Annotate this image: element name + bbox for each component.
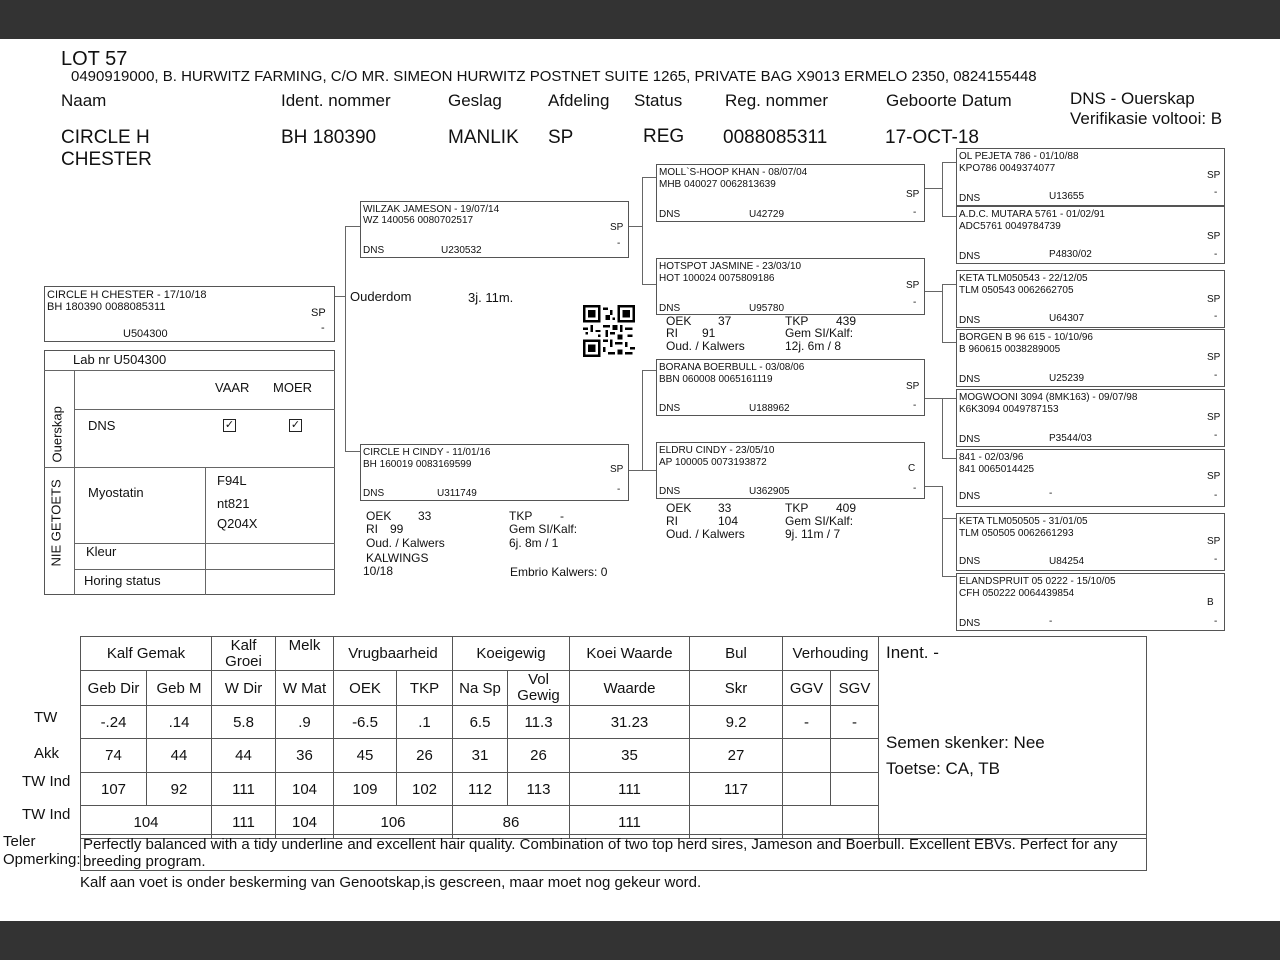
ggp-code: P3544/03 (1049, 433, 1092, 444)
ebv-index-cell: 86 (453, 806, 570, 839)
gp-dash: - (913, 297, 917, 308)
ebv-cell: 44 (147, 739, 212, 773)
ggp-dns: DNS (959, 491, 981, 502)
dam-id: BH 160019 0083169599 (363, 459, 472, 470)
gp2-tkp-label: TKP (785, 314, 809, 328)
ggp-id: K6K3094 0049787153 (959, 404, 1059, 415)
connector (942, 162, 943, 216)
ggp-title: ELANDSPRUIT 05 0222 - 15/10/05 (959, 576, 1116, 587)
ebv-cell: 9.2 (690, 706, 783, 739)
gp-id: MHB 040027 0062813639 (659, 179, 776, 190)
ggp-dash: - (1214, 430, 1218, 441)
ebv-index-cell: 106 (334, 806, 453, 839)
gp4-ri-label: RI (666, 514, 678, 528)
connector (642, 370, 643, 470)
sub-header: GGV (783, 671, 831, 706)
ggp-sp: SP (1207, 536, 1221, 547)
lab-dns: DNS (88, 418, 116, 433)
dam-sp: SP (610, 464, 624, 475)
connector (345, 451, 360, 452)
sire-id: WZ 140056 0080702517 (363, 215, 474, 226)
ggp-dash: - (1214, 616, 1218, 627)
header-dns: DNS - Ouerskap (1070, 89, 1195, 108)
ggp-code: U84254 (1049, 556, 1085, 567)
group-kalf-groei-line2: Groei (225, 652, 262, 670)
lab-title: Lab nr U504300 (73, 352, 167, 367)
gp-sp: SP (906, 189, 920, 200)
dam-title: CIRCLE H CINDY - 11/01/16 (363, 447, 491, 458)
dam-box (360, 444, 629, 501)
gp-id: BBN 060008 0065161119 (659, 374, 773, 385)
connector (345, 226, 360, 227)
ebv-cell: 31.23 (570, 706, 690, 739)
ggp-title: OL PEJETA 786 - 01/10/88 (959, 151, 1079, 162)
dam-kalwings-label: KALWINGS (366, 551, 429, 565)
lab-vaar: VAAR (215, 380, 250, 395)
group-kalf-gemak: Kalf Gemak (81, 637, 212, 671)
header-geslag: Geslag (448, 91, 502, 110)
gp-box-4 (656, 442, 925, 499)
sire-dash: - (617, 238, 621, 249)
gp-code: U95780 (749, 303, 785, 314)
opmerking-line-2: breeding program. (83, 853, 206, 870)
connector (942, 398, 956, 399)
footer-note: Kalf aan voet is onder beskerming van Genootskap,is gescreen, maar moet nog gekeur word. (80, 874, 702, 891)
ggp-title: KETA TLM050505 - 31/01/05 (959, 516, 1088, 527)
ggp-dns: DNS (959, 556, 981, 567)
ggp-title: A.D.C. MUTARA 5761 - 01/02/91 (959, 209, 1105, 220)
sub-header: Geb M (147, 671, 212, 706)
ggp-title: BORGEN B 96 615 - 10/10/96 (959, 332, 1093, 343)
ggp-code: - (1049, 488, 1053, 499)
ebv-index-cell: 104 (276, 806, 334, 839)
nie-getoets-vertical-label: NIE GETOETS (48, 479, 64, 567)
ggp-code: U13655 (1049, 191, 1085, 202)
ebv-index-cell: 111 (212, 806, 276, 839)
animal-name-2: CHESTER (61, 149, 152, 170)
gp-dns: DNS (659, 403, 681, 414)
opmerking-line-1: Perfectly balanced with a tidy underline and excellent hair quality. Combination of two top herd sires, Jameson and Boerbull. Excellent EBVs. Perfect for any (83, 836, 1118, 853)
teler-label: Teler (3, 833, 36, 850)
connector (335, 296, 345, 297)
ebv-cell: 11.3 (508, 706, 570, 739)
connector (942, 216, 956, 217)
ebv-cell: 27 (690, 739, 783, 773)
sub-header: Waarde (570, 671, 690, 706)
ggp-code: - (1049, 616, 1053, 627)
ggp-dns: DNS (959, 193, 981, 204)
group-koeigewig: Koeigewig (453, 637, 570, 671)
ggp-dash: - (1214, 187, 1218, 198)
sire-sp: SP (610, 222, 624, 233)
divider (74, 569, 335, 570)
ebv-notes (879, 637, 1147, 839)
animal-status: REG (643, 126, 685, 147)
dam-ri-label: RI (366, 522, 378, 536)
divider (205, 467, 206, 595)
gp-code: U42729 (749, 209, 785, 220)
gp2-gem-value: 12j. 6m / 8 (785, 339, 842, 353)
animal-geslag: MANLIK (448, 127, 519, 148)
self-code: U504300 (123, 328, 168, 340)
dam-oud-label: Oud. / Kalwers (366, 536, 445, 550)
ouderdom-label: Ouderdom (350, 289, 412, 304)
connector (642, 284, 656, 285)
ggp-title: 841 - 02/03/96 (959, 452, 1024, 463)
header-naam: Naam (61, 91, 107, 110)
connector (629, 470, 642, 471)
dam-ri-value: 99 (390, 522, 404, 536)
gp-dns: DNS (659, 303, 681, 314)
ebv-cell: 74 (81, 739, 147, 773)
gp-dns: DNS (659, 486, 681, 497)
ggp-code: P4830/02 (1049, 249, 1092, 260)
gp4-tkp-value: 409 (836, 501, 857, 515)
dam-oek-value: 33 (418, 509, 432, 523)
gp4-oud-label: Oud. / Kalwers (666, 527, 745, 541)
semen-text: Semen skenker: Nee (886, 733, 1045, 752)
ebv-cell: .1 (397, 706, 453, 739)
row-label-tw-ind: TW Ind (22, 773, 71, 790)
ggp-id: ADC5761 0049784739 (959, 221, 1061, 232)
ggp-box-8 (956, 573, 1225, 631)
self-title: CIRCLE H CHESTER - 17/10/18 (47, 289, 207, 301)
gp-box-1 (656, 164, 925, 222)
inent-text: Inent. - (886, 643, 939, 662)
sub-header: SGV (831, 671, 879, 706)
toetse-text: Toetse: CA, TB (886, 759, 1001, 778)
gp-title: MOLL`S-HOOP KHAN - 08/07/04 (659, 167, 808, 178)
ebv-cell (783, 739, 831, 773)
connector (942, 162, 956, 163)
ggp-id: TLM 050543 0062662705 (959, 285, 1074, 296)
ebv-index-cell: 111 (570, 806, 690, 839)
lot-number: LOT 57 (61, 48, 128, 70)
ggp-box-4 (956, 329, 1225, 387)
gp4-gem-value: 9j. 11m / 7 (785, 527, 841, 541)
qr-code-icon (583, 305, 635, 357)
ebv-cell: 112 (453, 773, 508, 806)
gp2-oud-label: Oud. / Kalwers (666, 339, 745, 353)
sub-header: TKP (397, 671, 453, 706)
ebv-cell (831, 773, 879, 806)
connector (925, 398, 942, 399)
gp4-oek-value: 33 (718, 501, 732, 515)
gp-id: HOT 100024 0075809186 (659, 273, 775, 284)
ggp-sp: SP (1207, 231, 1221, 242)
header-status: Status (634, 91, 683, 110)
divider (44, 370, 335, 371)
ebv-cell: 104 (276, 773, 334, 806)
ebv-cell: 45 (334, 739, 397, 773)
ebv-cell: 113 (508, 773, 570, 806)
lab-myostatin: Myostatin (88, 485, 144, 500)
animal-ident: BH 180390 (281, 127, 377, 148)
ggp-sp: SP (1207, 471, 1221, 482)
ggp-sp: SP (1207, 294, 1221, 305)
ebv-cell: 26 (508, 739, 570, 773)
lab-q204x: Q204X (217, 516, 258, 531)
connector (642, 177, 656, 178)
ebv-cell: .9 (276, 706, 334, 739)
ggp-id: KPO786 0049374077 (959, 163, 1056, 174)
gp2-oek-label: OEK (666, 314, 692, 328)
ggp-id: TLM 050505 0062661293 (959, 528, 1074, 539)
bottom-bar (0, 921, 1280, 960)
ggp-box-1 (956, 148, 1225, 206)
gp2-oek-value: 37 (718, 314, 732, 328)
self-pedigree-box (44, 286, 335, 342)
group-koei-waarde: Koei Waarde (570, 637, 690, 671)
gp-title: ELDRU CINDY - 23/05/10 (659, 445, 775, 456)
ggp-id: B 960615 0038289005 (959, 344, 1061, 355)
connector (925, 486, 942, 487)
connector (942, 486, 943, 576)
dam-code: U311749 (437, 488, 477, 499)
gp-sp: C (908, 463, 916, 474)
ebv-cell: 117 (690, 773, 783, 806)
connector (925, 188, 942, 189)
ebv-cell: 44 (212, 739, 276, 773)
header-afdeling: Afdeling (548, 91, 610, 110)
ggp-dns: DNS (959, 315, 981, 326)
ggp-title: KETA TLM050543 - 22/12/05 (959, 273, 1088, 284)
sub-header: W Dir (212, 671, 276, 706)
ouderdom-value: 3j. 11m. (468, 290, 514, 305)
ebv-cell: 36 (276, 739, 334, 773)
ebv-cell: 35 (570, 739, 690, 773)
dam-kalwings-value: 10/18 (363, 564, 394, 578)
top-bar (0, 0, 1280, 39)
ebv-cell: 102 (397, 773, 453, 806)
lab-horing: Horing status (84, 573, 161, 588)
ggp-id: CFH 050222 0064439854 (959, 588, 1075, 599)
gp-dash: - (913, 207, 917, 218)
gp-box-3 (656, 359, 925, 416)
sub-header-vol-gewig (508, 671, 570, 706)
ebv-cell: -.24 (81, 706, 147, 739)
ggp-sp: SP (1207, 170, 1221, 181)
sire-title: WILZAK JAMESON - 19/07/14 (363, 204, 500, 215)
sub-header-vol-line1: Vol (528, 671, 549, 688)
divider (74, 370, 75, 595)
dam-tkp-label: TKP (509, 509, 533, 523)
ebv-cell: .14 (147, 706, 212, 739)
ggp-sp: SP (1207, 412, 1221, 423)
sub-header: Geb Dir (81, 671, 147, 706)
ebv-cell (831, 739, 879, 773)
gp4-oek-label: OEK (666, 501, 692, 515)
sire-code: U230532 (441, 245, 482, 256)
opmerking-label: Opmerking: (3, 851, 81, 868)
sub-header: OEK (334, 671, 397, 706)
dam-dns: DNS (363, 488, 385, 499)
animal-reg: 0088085311 (723, 127, 828, 148)
ggp-dash: - (1214, 311, 1218, 322)
ggp-title: MOGWOONI 3094 (8MK163) - 09/07/98 (959, 392, 1138, 403)
ebv-cell (783, 773, 831, 806)
ggp-sp: B (1207, 597, 1214, 608)
gp-code: U188962 (749, 403, 790, 414)
gp-dash: - (913, 483, 917, 494)
ebv-cell: - (831, 706, 879, 739)
lab-f94l: F94L (217, 473, 247, 488)
connector (642, 370, 656, 371)
dam-embrio: Embrio Kalwers: 0 (510, 565, 608, 579)
connector (942, 284, 956, 285)
connector (925, 291, 942, 292)
row-label-akk: Akk (34, 745, 60, 762)
gp2-ri-label: RI (666, 326, 678, 340)
dam-dash: - (617, 484, 621, 495)
ggp-box-6 (956, 449, 1225, 507)
ebv-cell: 6.5 (453, 706, 508, 739)
self-dash: - (321, 322, 325, 334)
ggp-dash: - (1214, 370, 1218, 381)
ggp-box-2 (956, 206, 1225, 264)
connector (942, 458, 956, 459)
gp2-tkp-value: 439 (836, 314, 857, 328)
animal-name-1: CIRCLE H (61, 127, 150, 148)
gp4-ri-value: 104 (718, 514, 739, 528)
gp4-tkp-label: TKP (785, 501, 809, 515)
ggp-dash: - (1214, 554, 1218, 565)
gp-id: AP 100005 0073193872 (659, 457, 767, 468)
group-bul: Bul (690, 637, 783, 671)
header-geboorte: Geboorte Datum (886, 91, 1012, 110)
connector (942, 576, 956, 577)
connector (942, 342, 956, 343)
ebv-cell: -6.5 (334, 706, 397, 739)
sire-dns: DNS (363, 245, 385, 256)
ebv-cell: 107 (81, 773, 147, 806)
ggp-code: U25239 (1049, 373, 1085, 384)
gp-title: BORANA BOERBULL - 03/08/06 (659, 362, 805, 373)
lab-nt821: nt821 (217, 496, 250, 511)
ebv-cell: 92 (147, 773, 212, 806)
ggp-box-3 (956, 270, 1225, 328)
ggp-dash: - (1214, 490, 1218, 501)
gp-code: U362905 (749, 486, 790, 497)
sub-header-vol-line2: Gewig (517, 687, 560, 704)
ebv-cell: 31 (453, 739, 508, 773)
header-ident: Ident. nommer (281, 91, 391, 110)
ebv-table (80, 636, 1147, 839)
animal-afdeling: SP (548, 127, 574, 148)
self-id: BH 180390 0088085311 (47, 301, 166, 313)
gp2-ri-value: 91 (702, 326, 716, 340)
self-sp: SP (311, 307, 326, 319)
connector (942, 398, 943, 458)
ebv-cell: - (783, 706, 831, 739)
ebv-index-cell: 104 (81, 806, 212, 839)
gp-dns: DNS (659, 209, 681, 220)
sire-box (360, 201, 629, 258)
ggp-dash: - (1214, 249, 1218, 260)
ebv-cell: 109 (334, 773, 397, 806)
ggp-code: U64307 (1049, 313, 1085, 324)
group-kalf-groei (212, 637, 276, 671)
sub-header: Na Sp (453, 671, 508, 706)
dam-gem-label: Gem SI/Kalf: (509, 522, 578, 536)
ebv-cell: 5.8 (212, 706, 276, 739)
opmerking-box (80, 834, 1147, 871)
group-vrugbaarheid: Vrugbaarheid (334, 637, 453, 671)
header-verifikasie: Verifikasie voltooi: B (1070, 109, 1223, 128)
lab-moer: MOER (273, 380, 312, 395)
group-melk: Melk (276, 637, 334, 671)
ggp-dns: DNS (959, 618, 981, 629)
lab-kleur: Kleur (86, 544, 117, 559)
divider (44, 467, 335, 468)
gp-sp: SP (906, 280, 920, 291)
ggp-sp: SP (1207, 352, 1221, 363)
connector (642, 177, 643, 284)
divider (74, 409, 335, 410)
ggp-box-7 (956, 513, 1225, 571)
connector (642, 470, 656, 471)
ebv-cell: 26 (397, 739, 453, 773)
row-label-tw: TW (34, 709, 58, 726)
ggp-dns: DNS (959, 434, 981, 445)
dam-gem-value: 6j. 8m / 1 (509, 536, 559, 550)
gp-sp: SP (906, 381, 920, 392)
moer-dns-checkbox: ✓ (290, 419, 301, 431)
dam-oek-label: OEK (366, 509, 392, 523)
gp-dash: - (913, 400, 917, 411)
owner-line: 0490919000, B. HURWITZ FARMING, C/O MR. SIMEON HURWITZ POSTNET SUITE 1265, PRIVATE BAG X9013 ERMELO 2350, 0824155448 (71, 68, 1037, 85)
gp-title: HOTSPOT JASMINE - 23/03/10 (659, 261, 802, 272)
group-verhouding: Verhouding (783, 637, 879, 671)
connector (942, 518, 956, 519)
ouerskap-vertical-label: Ouerskap (49, 406, 65, 463)
gp4-gem-label: Gem SI/Kalf: (785, 514, 854, 528)
gp2-gem-label: Gem SI/Kalf: (785, 326, 854, 340)
ggp-id: 841 0065014425 (959, 464, 1035, 475)
ggp-dns: DNS (959, 251, 981, 262)
vaar-dns-checkbox: ✓ (224, 419, 235, 431)
group-kalf-groei-line1: Kalf (230, 636, 257, 654)
ebv-cell: 111 (212, 773, 276, 806)
ggp-box-5 (956, 389, 1225, 447)
ebv-cell: 111 (570, 773, 690, 806)
sub-header: Skr (690, 671, 783, 706)
animal-geboorte: 17-OCT-18 (885, 127, 979, 148)
row-label-tw-ind-2: TW Ind (22, 806, 71, 823)
connector (629, 226, 642, 227)
connector (345, 226, 346, 451)
sub-header: W Mat (276, 671, 334, 706)
ggp-dns: DNS (959, 374, 981, 385)
header-reg: Reg. nommer (725, 91, 828, 110)
gp-box-2 (656, 258, 925, 315)
connector (942, 284, 943, 342)
dam-tkp-value: - (560, 509, 564, 523)
